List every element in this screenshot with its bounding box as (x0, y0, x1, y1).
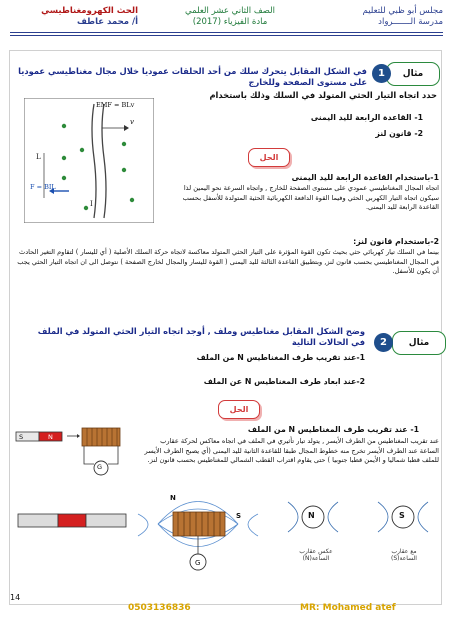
example2-number: 2 (374, 333, 393, 352)
example2-answer-badge (218, 400, 260, 419)
example2-badge-label: مثال (408, 338, 430, 348)
example1-task: حدد اتجاه التيار الحثي المتولد في السلك وذلك باستخدام (209, 90, 437, 100)
example2-figure-directions (278, 492, 438, 552)
circuit-wire-right (108, 446, 118, 464)
example2-badge (392, 331, 446, 355)
example1-badge-label: مثال (402, 69, 424, 79)
teacher-name: أ/ محمد عاطف (76, 17, 138, 27)
figure1-v-label: v (130, 118, 134, 126)
example2-question: وضح الشكل المقابل مغناطيس وملف , أوجد اتجاه التيار الحثي المتولد في الملف في الحالات التالية (37, 326, 365, 347)
example1-answer-badge (248, 148, 290, 167)
circuit-wire-left (84, 446, 94, 464)
figure1-force-label: F = BIL (30, 183, 56, 191)
school-name: مدرسة الـــــــرواد (378, 17, 443, 27)
example2-answer-label: الحل (229, 405, 249, 414)
example2-case2: 2-عند ابعاد طرف المغناطيس N عن الملف (203, 377, 365, 386)
header-middle (160, 6, 300, 28)
footer-phone: 0503136836 (128, 603, 191, 613)
header-divider-thin (10, 35, 443, 36)
figure1-i-label: I (90, 200, 93, 208)
header-left (8, 6, 138, 28)
header-divider (10, 32, 443, 33)
footer-author: MR: Mohamed atef (300, 603, 396, 613)
coil2-n-label: N (170, 494, 176, 502)
magnet1-n-label: N (48, 433, 53, 441)
example1-answer-label: الحل (259, 153, 279, 162)
galvanometer2-label: G (195, 559, 201, 567)
coil (82, 428, 120, 446)
example1-solution1-title: 1-باستخدام القاعدة الرابعة لليد اليمنى (291, 173, 439, 182)
example2-figure-approach (14, 420, 129, 488)
figure1-l-label: L (36, 153, 41, 161)
coil2 (173, 512, 225, 536)
ccw-caption: عكس عقارب الساعة(N) (299, 548, 333, 562)
ccw-n-label: N (308, 511, 315, 520)
example2-solution1-text: عند تقريب المغناطيس من الطرف الأيسر , يتولد تيار تأثيري في الملف في اتجاه معاكس لحركة عقارب الساعة عند الطرف الأيسر تخرج منه خطوط المجال طبقا للقاعدة الثانية لليد اليمنى (أي يصبح الطرف الأيسر للملف قطبا شماليا و الأيمن قطبا جنوبيا ) حتى يقاوم اقتراب القطب الشمالي للمغناطيس بحسب قانون لنز. (144, 437, 439, 464)
example1-item1: 1- القاعدة الرابعة لليد اليمنى (310, 113, 423, 122)
example1-solution1-text: اتجاه المجال المغناطيسي عمودي على مستوى الصفحة للخارج , واتجاه السرعة نحو اليمين لذا سيكون اتجاه التيار الكهربي الحثي وفيما القوة الدافعة الكهربائية الحثية المتولدة للأسفل بحسب القاعدة الرابعة لليد اليمنى. (182, 184, 439, 211)
chapter-title: الحث الكهرومغناطيسي (41, 6, 138, 16)
example2-case1: 1-عند تقريب طرف المغناطيس N من الملف (196, 353, 365, 362)
council-name: مجلس أبو ظبي للتعليم (362, 6, 443, 16)
example1-solution2-text: بينما في السلك تيار كهربائي حثي بحيث تكون القوة المؤثرة على التيار الحثي المتولد معاكسة لاتجاه حركة السلك الأصلية ( أي لليسار ) لتقاوم التغير الحادث في المجال المغناطيسي بحسب قانون لنز, وبتطبيق القاعدة الثالثة لليد اليمنى ( القوة لليسار والمجال لخارج الصفحة ) نتوصل الى ان اتجاه التيار الحثي يجب أن يكون للأسفل. (17, 248, 439, 275)
figure1-emf-label: EMF = BLv (96, 101, 135, 109)
coil2-s-label: S (236, 512, 242, 520)
example1-solution2-title: 2-باستخدام قانون لنز: (353, 237, 439, 246)
magnet2-body (86, 514, 126, 527)
example2-figure-magnet2 (16, 508, 131, 533)
page-number: 14 (10, 593, 21, 602)
example1-number: 1 (372, 64, 391, 83)
example1-item2: 2- قانون لنز (375, 129, 423, 138)
header-right (313, 6, 443, 28)
cw-caption: مع عقارب الساعة(S) (391, 548, 417, 562)
magnet2-north (58, 514, 86, 527)
galvanometer1-label: G (97, 463, 103, 471)
example2-solution1-title: 1- عند تقريب طرف المغناطيس N من الملف (247, 425, 419, 434)
example1-badge (386, 62, 440, 86)
figure1-border (24, 98, 154, 223)
magnet2-south (18, 514, 58, 527)
subject-label: مادة الفيزياء (2017) (192, 17, 268, 27)
cw-s-label: S (399, 511, 405, 520)
magnet1-s-label: S (19, 433, 24, 441)
example1-question: في الشكل المقابل يتحرك سلك من أحد الحلقات عموديا خلال مجال مغناطيسي عموديا على مستوى الصفحة وللخارج (18, 66, 367, 87)
grade-label: الصف الثاني عشر العلمي (185, 6, 275, 16)
example1-figure (24, 98, 154, 223)
